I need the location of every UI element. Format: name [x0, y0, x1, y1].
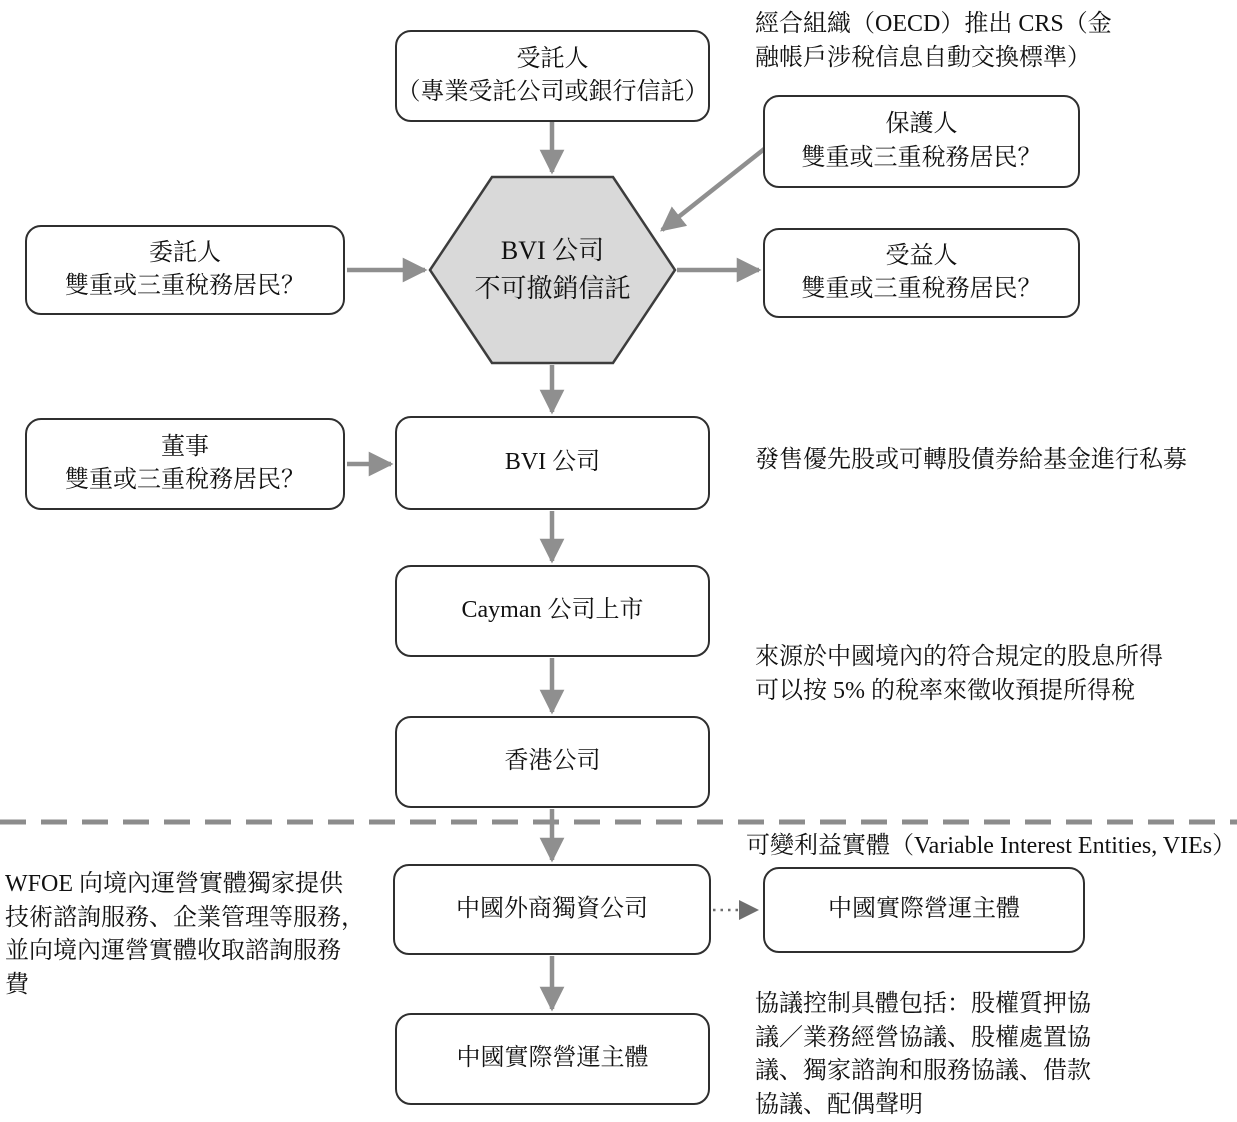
node-trustee-line2: （專業受託公司或銀行信託） — [396, 79, 709, 105]
annotation-vie-label — [746, 830, 1236, 864]
annotation-control-agreements — [755, 988, 1091, 1122]
annotation-control-agreements-line3: 議、獨家諮詢和服務協議、借款 — [755, 1058, 1091, 1085]
annotation-wfoe-services-line3: 並向境內運營實體收取諮詢服務 — [5, 938, 341, 965]
node-director-line2: 雙重或三重稅務居民？ — [65, 467, 305, 493]
node-trustee — [395, 30, 710, 122]
annotation-wfoe-services-line4: 費 — [5, 971, 29, 998]
annotation-private-placement — [755, 444, 1187, 478]
annotation-control-agreements-line2: 議／業務經營協議、股權處置協 — [755, 1024, 1091, 1051]
annotation-oecd-crs — [755, 8, 1112, 75]
annotation-dividend-tax — [755, 641, 1163, 708]
node-wfoe — [393, 864, 711, 955]
annotation-vie-label-line1: 可變利益實體（Variable Interest Entities, VIEs） — [746, 833, 1237, 859]
annotation-control-agreements-line1: 協議控制具體包括：股權質押協 — [755, 991, 1091, 1017]
node-beneficiary-line1: 受益人 — [885, 242, 958, 269]
annotation-control-agreements-line4: 協議、配偶聲明 — [755, 1091, 923, 1118]
node-trustee-line1: 受託人 — [516, 45, 589, 72]
annotation-dividend-tax-line2: 可以按 5% 的稅率來徵收預提所得稅 — [755, 677, 1135, 704]
annotation-oecd-crs-line2: 融帳戶涉稅信息自動交換標準） — [755, 44, 1091, 71]
node-cayman-listing-label: Cayman 公司上市 — [461, 597, 644, 624]
trust-hexagon-line1: BVI 公司 — [500, 236, 605, 266]
annotation-dividend-tax-line1: 來源於中國境內的符合規定的股息所得 — [755, 644, 1163, 670]
annotation-private-placement-line1: 發售優先股或可轉股債券給基金進行私募 — [755, 447, 1187, 473]
trust-hexagon-line2: 不可撤銷信託 — [474, 274, 631, 303]
node-vie-operating-entity — [763, 867, 1085, 953]
node-cayman-listing — [395, 565, 710, 657]
node-bvi-company — [395, 416, 710, 510]
node-wfoe-label: 中國外商獨資公司 — [456, 895, 648, 922]
node-settlor-line1: 委託人 — [149, 239, 221, 266]
node-director — [25, 418, 345, 510]
node-settlor-line2: 雙重或三重稅務居民？ — [65, 273, 305, 299]
node-hongkong-company-label: 香港公司 — [504, 748, 601, 775]
node-beneficiary — [763, 228, 1080, 318]
node-director-line1: 董事 — [161, 433, 209, 460]
node-protector — [763, 95, 1080, 188]
node-hongkong-company — [395, 716, 710, 808]
annotation-wfoe-services — [5, 868, 365, 1002]
node-protector-line2: 雙重或三重稅務居民？ — [801, 144, 1042, 171]
node-operating-entity-bottom-label: 中國實際營運主體 — [456, 1045, 649, 1072]
node-beneficiary-line2: 雙重或三重稅務居民？ — [801, 276, 1042, 302]
node-vie-operating-entity-label: 中國實際營運主體 — [828, 896, 1020, 923]
annotation-wfoe-services-line1: WFOE 向境內運營實體獨家提供 — [5, 871, 343, 897]
node-trust-hexagon-label — [430, 177, 675, 363]
annotation-oecd-crs-line1: 經合組織（OECD）推出 CRS（金 — [755, 11, 1112, 37]
node-settlor — [25, 225, 345, 315]
annotation-wfoe-services-line2: 技術諮詢服務、企業管理等服務， — [5, 904, 365, 931]
node-protector-line1: 保護人 — [885, 111, 958, 138]
arrow-protector-to-trust — [662, 146, 768, 230]
node-operating-entity-bottom — [395, 1013, 710, 1105]
node-bvi-company-label: BVI 公司 — [504, 449, 601, 476]
